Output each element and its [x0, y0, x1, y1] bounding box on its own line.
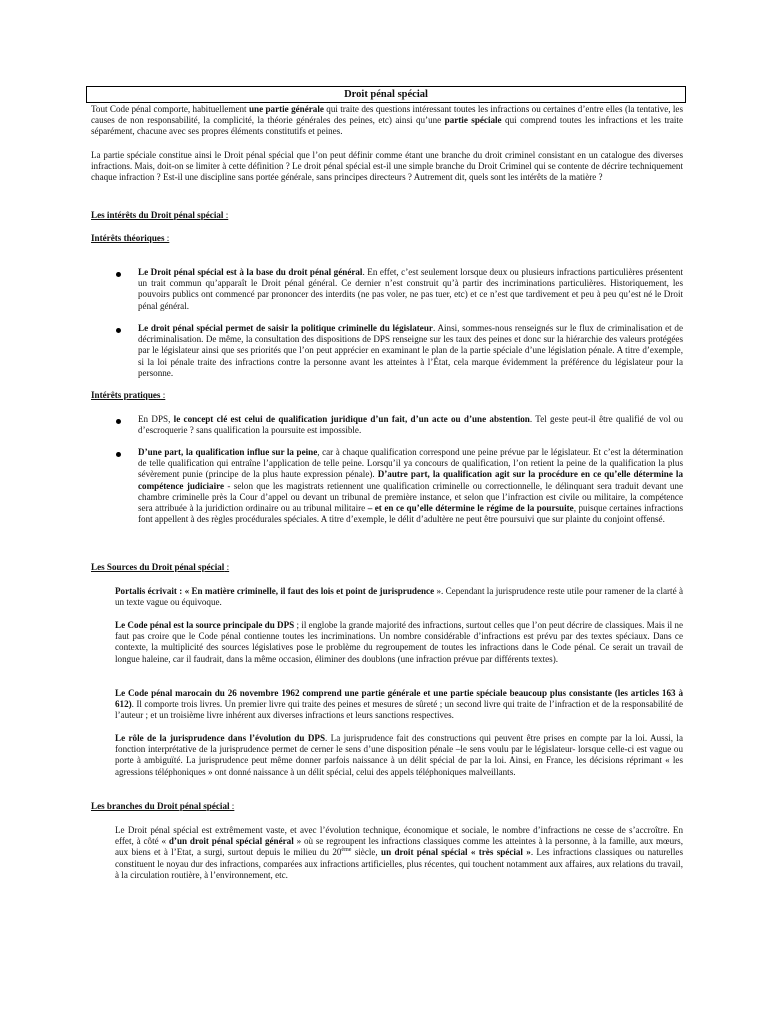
bullet-dot	[116, 328, 121, 333]
intro-text: qui traite des questions intéressant toutes les infractions ou certaines d’entre elles (la tentative, les causes de non responsabilité, la complicité, la théorie générales des peines, etc) ainsi qu’une	[91, 104, 683, 126]
bullet-dot	[116, 272, 121, 277]
sources-paragraph-jurisprudence: Le rôle de la jurisprudence dans l’évolution du DPS. La jurisprudence fait des constructions qui peuvent être prises en compte par la loi. Aussi, la fonction interprétative de la jurisprudence permet de cerner le sens d’une disposition pénale –le sens voulu par le législateur- lorsque celle-ci est vague ou porte à ambiguïté. La jurisprudence peut même donner parfois naissance à un délit spécial de par la loi. Ainsi, en France, les décisions réprimant « les agressions téléphoniques » ont donné naissance à un délit spécial, celui des appels téléphoniques malveillants.	[115, 733, 683, 777]
sources-paragraph-code-penal: Le Code pénal est la source principale du DPS ; il englobe la grande majorité des infractions, surtout celles que l’on peut décrire de classiques. Mais il ne faut pas croire que le Code pénal contienne toutes les incriminations. Un nombre considérable d’infractions est prévu par des textes spéciaux. Dans ce contexte, la multiplicité des sources législatives pose le problème du regroupement de toutes les infractions dans le Code pénal. Ce serait un travail de longue haleine, car il faudrait, dans la même occasion, éliminer des doublons (une infraction prévue par différents textes).	[115, 620, 683, 664]
partie-speciale-term: partie spéciale	[444, 115, 502, 126]
branches-paragraph: Le Droit pénal spécial est extrêmement vaste, et avec l’évolution technique, économique et sociale, le nombre d’infractions ne cesse de s’accroître. En effet, à côté « d’un droit pénal spécial général » où se regroupent les infractions classiques comme les atteintes à la personne, à la famille, aux mœurs, aux biens et à l’Etat, a surgi, surtout depuis le milieu du 20ème siècle, un droit pénal spécial « très spécial ». Les infractions classiques ou naturelles constituent le noyau dur des infractions, comparées aux infractions artificielles, plus récentes, qui touchent notamment aux affaires, aux relations du travail, à la circulation routière, à l’environnement, etc.	[115, 825, 683, 880]
subheading-interets-theoriques: Intérêts théoriques :	[91, 233, 170, 243]
intro-text: qui comprend toutes les infractions et les traite séparément, chacune avec ses propres éléments constitutifs et peines.	[91, 115, 683, 137]
sources-paragraph-portalis: Portalis écrivait : « En matière criminelle, il faut des lois et point de jurisprudence ». Cependant la jurisprudence reste utile pour ramener de la clarté à un texte vague ou équivoque.	[115, 586, 683, 608]
subheading-interets-pratiques: Intérêts pratiques :	[91, 390, 166, 400]
bullet-qualification-peine-procedure: D’une part, la qualification influe sur la peine, car à chaque qualification correspond une peine prévue par le législateur. Et c’est la détermination de telle qualification qui entraîne l’application de telle peine. Lorsqu’il ya concours de qualification, l’on retient la peine de la qualification la plus sévèrement punie (principe de la plus haute expression pénale). D’autre part, la qualification agit sur la procédure en ce qu’elle détermine la compétence judiciaire - selon que les magistrats retiennent une qualification criminelle ou correctionnelle, le délinquant sera traduit devant une chambre criminelle près la Cour d’appel ou devant un tribunal de première instance, et selon que l’infraction est civile ou militaire, la compétence sera attribuée à la juridiction ordinaire ou au tribunal militaire – et en ce qu’elle détermine le régime de la poursuite, puisque certaines infractions font appellent à des règles procédurales spéciales. A titre d’exemple, le délit d’adultère ne peut être poursuivi que sur plainte du conjoint offensé.	[138, 447, 684, 525]
bullet-dot	[116, 452, 121, 457]
intro-text: Tout Code pénal comporte, habituellement	[91, 104, 249, 114]
bullet-dot	[116, 419, 121, 424]
sources-paragraph-code-marocain: Le Code pénal marocain du 26 novembre 1962 comprend une partie générale et une partie spéciale beaucoup plus consistante (les articles 163 à 612). Il comporte trois livres. Un premier livre qui traite des peines et mesures de sûreté ; un second livre qui traite de l’infraction et de la responsabilité de l’auteur ; et un troisième livre inhérent aux diverses infractions et leurs sanctions respectives.	[115, 688, 683, 721]
section-heading-branches: Les branches du Droit pénal spécial :	[91, 801, 235, 811]
bullet-politique-criminelle: Le droit pénal spécial permet de saisir la politique criminelle du législateur. Ainsi, sommes-nous renseignés sur le flux de criminalisation et de décriminalisation. De même, la consultation des dispositions de DPS renseigne sur les taux des peines et donc sur la hiérarchie des valeurs protégées par le législateur ainsi que ses priorités que l’on peut apprécier en examinant le plan de la partie spéciale d’une législation pénale. A titre d’exemple, si la loi pénale traite des infractions contre la personne avant les atteintes à l’État, cela marque évidemment la préférence du législateur pour la personne.	[138, 323, 683, 378]
intro-paragraph-2: La partie spéciale constitue ainsi le Droit pénal spécial que l’on peut définir comme étant une branche du droit criminel consistant en un catalogue des diverses infractions. Mais, doit-on se limiter à cette définition ? Le droit pénal spécial est-il une simple branche du Droit Criminel qui se contente de décrire techniquement chaque infraction ? Est-il une discipline sans portée générale, sans principes directeurs ? Autrement dit, quels sont les intérêts de la matière ?	[91, 150, 683, 183]
intro-paragraph-1	[91, 104, 683, 138]
section-heading-interets: Les intérêts du Droit pénal spécial :	[91, 210, 229, 220]
bullet-base-droit-penal-general: Le Droit pénal spécial est à la base du droit pénal général. En effet, c’est seulement lorsque deux ou plusieurs infractions particulières présentent un trait commun qu’apparaît le Droit pénal général. Ce dernier n’est construit qu’à partir des incriminations particulières. Historiquement, les pouvoirs publics ont commencé par prononcer des interdits (ne pas voler, ne pas tuer, etc) et ce n’est que tardivement et peu à peu qu’est né le Droit pénal général.	[138, 267, 683, 311]
document-title: Droit pénal spécial	[86, 86, 686, 103]
partie-generale-term: une partie générale	[248, 104, 324, 114]
section-heading-sources: Les Sources du Droit pénal spécial :	[91, 562, 230, 572]
bullet-qualification-juridique: En DPS, le concept clé est celui de qualification juridique d’un fait, d’un acte ou d’une abstention. Tel geste peut-il être qualifié de vol ou d’escroquerie ? sans qualification la poursuite est impossible.	[138, 414, 683, 436]
